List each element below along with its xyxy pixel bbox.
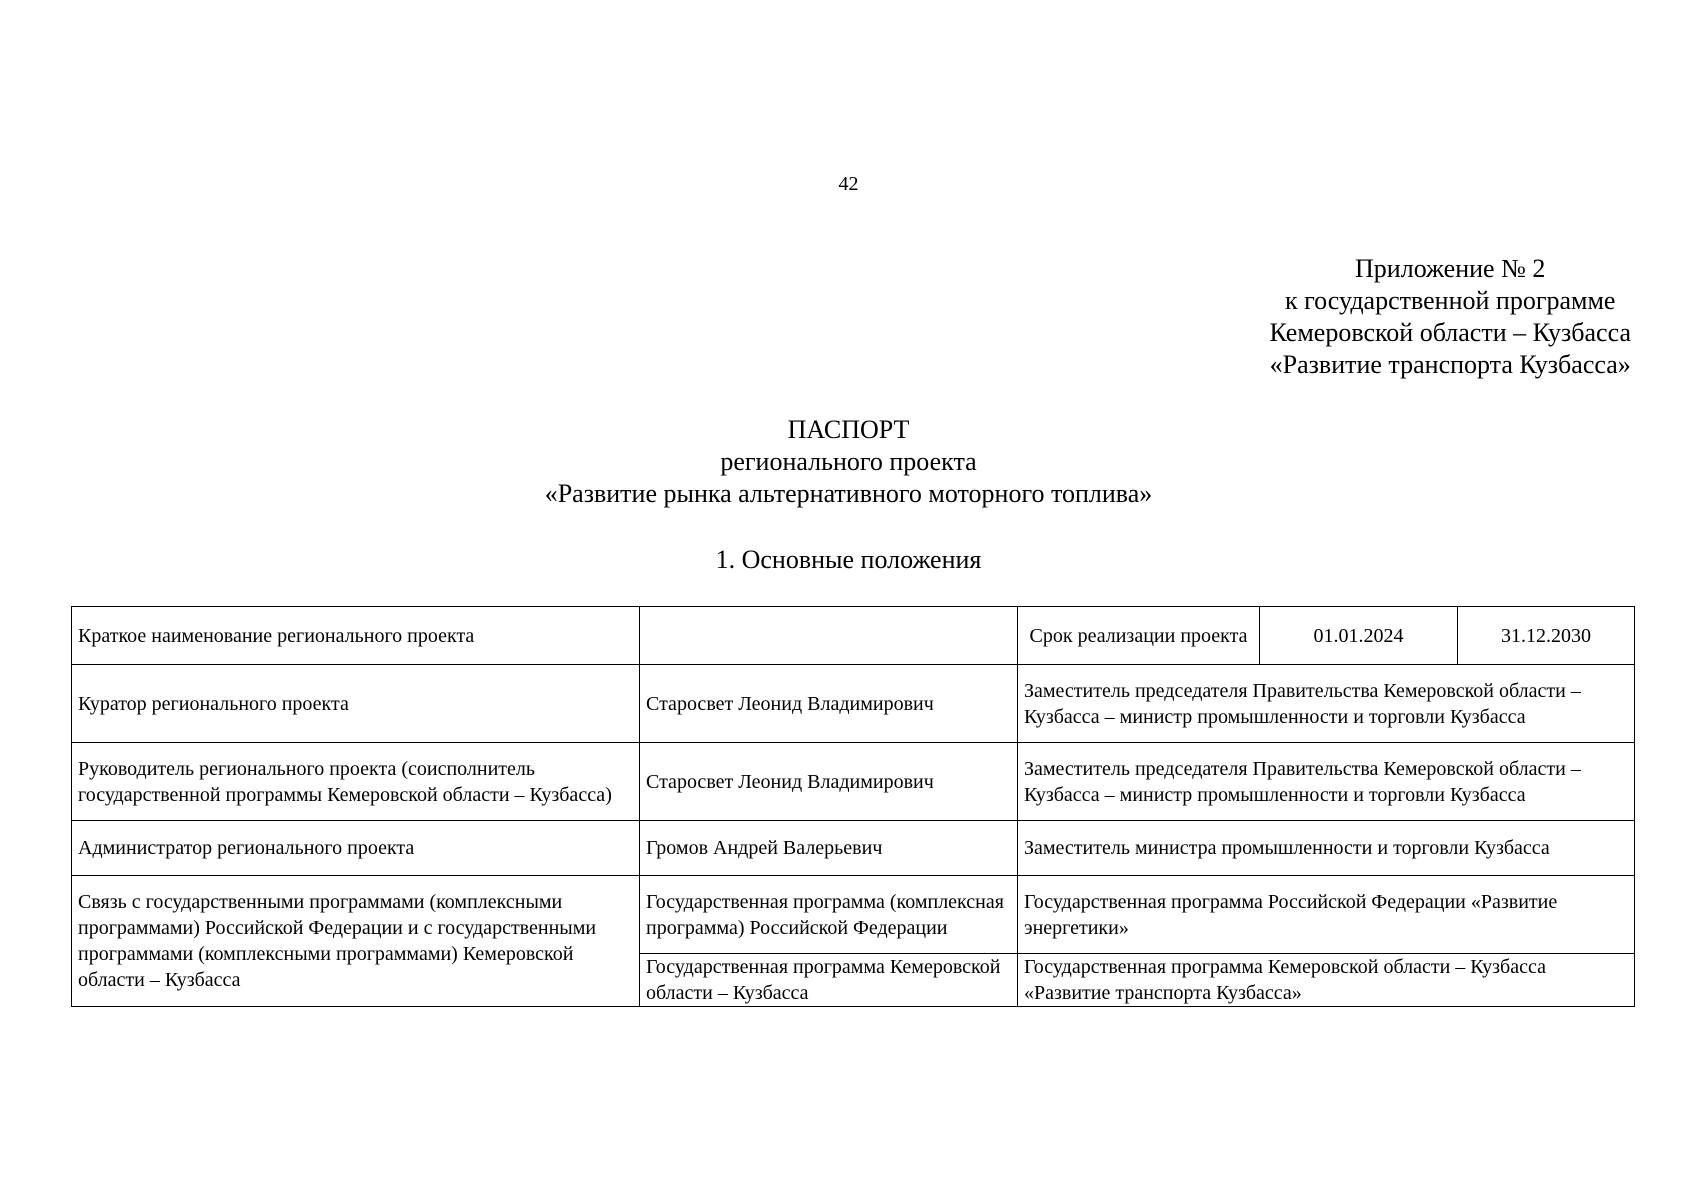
curator-name: Старосвет Леонид Владимирович <box>640 665 1018 743</box>
section-title: 1. Основные положения <box>715 545 982 574</box>
links-region-program: Государственная программа Кемеровской области – Кузбасса «Развитие транспорта Кузбасса» <box>1018 954 1635 1007</box>
links-rf-program: Государственная программа Российской Федерации «Развитие энергетики» <box>1018 876 1635 954</box>
period-end: 31.12.2030 <box>1458 607 1635 665</box>
table-row-administrator <box>72 821 1635 876</box>
period-start: 01.01.2024 <box>1260 607 1458 665</box>
table-row-head <box>72 743 1635 821</box>
page-number: 42 <box>838 173 859 195</box>
title-line-2: регионального проекта <box>720 447 977 476</box>
appendix-line-4: «Развитие транспорта Кузбасса» <box>1269 350 1631 379</box>
title-line-1: ПАСПОРТ <box>787 415 910 444</box>
appendix-line-3: Кемеровской области – Кузбасса <box>1269 318 1631 347</box>
short-name-value <box>640 607 1018 665</box>
head-name: Старосвет Леонид Владимирович <box>640 743 1018 821</box>
title-line-3: «Развитие рынка альтернативного моторного топлива» <box>544 479 1153 508</box>
appendix-line-2: к государственной программе <box>1284 286 1616 315</box>
table-row-short-name <box>72 607 1635 665</box>
short-name-label: Краткое наименование регионального проекта <box>72 607 640 665</box>
links-rf-type: Государственная программа (комплексная программа) Российской Федерации <box>640 876 1018 954</box>
document-title <box>0 414 1697 510</box>
passport-table <box>71 606 1635 1007</box>
period-label: Срок реализации проекта <box>1018 607 1260 665</box>
administrator-name: Громов Андрей Валерьевич <box>640 821 1018 876</box>
head-position: Заместитель председателя Правительства Кемеровской области – Кузбасса – министр промышленности и торговли Кузбасса <box>1018 743 1635 821</box>
curator-label: Куратор регионального проекта <box>72 665 640 743</box>
links-region-type: Государственная программа Кемеровской области – Кузбасса <box>640 954 1018 1007</box>
appendix-line-1: Приложение № 2 <box>1355 254 1546 283</box>
appendix-header <box>1269 253 1631 381</box>
table-row-curator <box>72 665 1635 743</box>
curator-position: Заместитель председателя Правительства Кемеровской области – Кузбасса – министр промышленности и торговли Кузбасса <box>1018 665 1635 743</box>
table-row-links-rf <box>72 876 1635 954</box>
administrator-position: Заместитель министра промышленности и торговли Кузбасса <box>1018 821 1635 876</box>
head-label: Руководитель регионального проекта (соисполнитель государственной программы Кемеровской области – Кузбасса) <box>72 743 640 821</box>
administrator-label: Администратор регионального проекта <box>72 821 640 876</box>
links-label: Связь с государственными программами (комплексными программами) Российской Федерации и с государственными программами (комплексными программами) Кемеровской области – Кузбасса <box>72 876 640 1007</box>
